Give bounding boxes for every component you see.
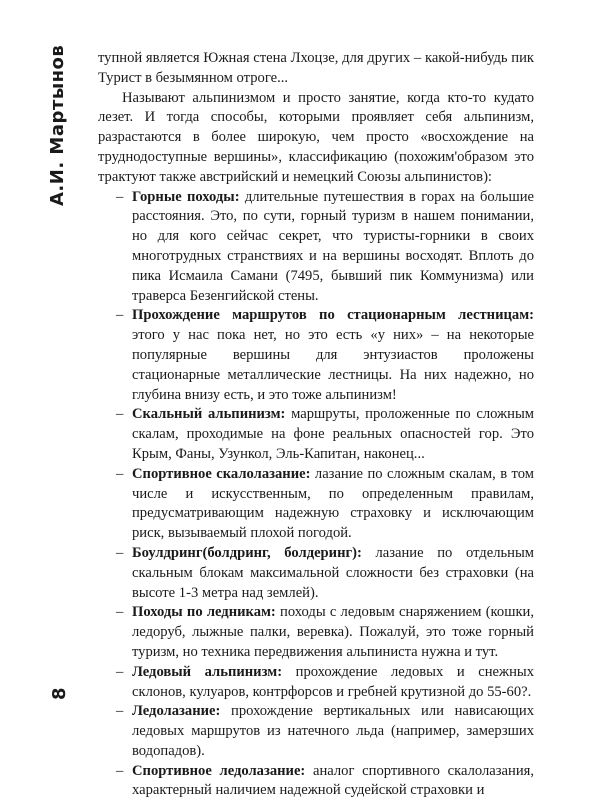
definition-item (98, 603, 534, 662)
definition-term: Ледовый альпинизм: (132, 663, 283, 680)
page-number: 8 (49, 687, 70, 700)
list-dash: – (116, 406, 124, 423)
definition-item (98, 465, 534, 544)
definition-description: лазание по отдельным скальным блокам максимальной сложности без страховки (на высоте 1-3 метра над землей). (132, 544, 534, 601)
definition-term: Скальный альпинизм: (132, 406, 286, 423)
definition-description: длительные путешествия в горах на большие расстояния. Это, по сути, горный туризм в нашем понимании, но для кого сейчас секрет, что туристы-горники в своих многотрудных странствиях и на вершины восходят. Вплоть до пика Исмаила Самани (7495, бывший пик Коммунизма) или траверса Безенгийской стены. (132, 188, 534, 304)
definition-item (98, 405, 534, 464)
definition-term: Горные походы: (132, 188, 240, 205)
running-head-author: А.И. Мартынов (47, 44, 68, 206)
intro-paragraph: Называют альпинизмом и просто занятие, когда кто-то кудато лезет. И тогда способы, которыми проявляет себя альпинизм, разрастаются в более широкую, чем просто «восхождение на труднодоступные вершины», классификацию (похожим'образом это трактуют также австрийский и немецкий Союзы альпинистов): (98, 89, 534, 185)
list-dash: – (116, 762, 124, 779)
definition-list (98, 188, 534, 801)
definition-item (98, 544, 534, 603)
definition-term: Ледолазание: (132, 703, 221, 720)
page-body (98, 49, 534, 801)
list-dash: – (116, 465, 124, 482)
definition-description: походы с ледовым снаряжением (кошки, ледоруб, лыжные палки, веревка). Пожалуй, это тоже горный туризм, но техника передвижения альпиниста нужна и тут. (132, 604, 534, 660)
definition-term: Походы по ледникам: (132, 604, 276, 621)
list-dash: – (116, 604, 124, 621)
list-dash: – (116, 188, 124, 205)
definition-term: Прохождение маршрутов по стационарным лестницам: (132, 307, 534, 324)
definition-term: Спортивное ледолазание: (132, 762, 306, 779)
definition-term: Спортивное скалолазание: (132, 465, 311, 482)
definition-item (98, 663, 534, 703)
definition-description: лазание по сложным скалам, в том числе и искусственным, по определенным правилам, предусматривающим надежную страховку и исключающим риск, вызываемый плохой погодой. (132, 465, 534, 542)
definition-description: маршруты, проложенные по сложным скалам, проходимые на фоне реальных опасностей гор. Это Крым, Фаны, Узункол, Эль-Капитан, наконец... (132, 406, 534, 462)
definition-description: прохождение вертикальных или нависающих ледовых маршрутов из натечного льда (например, замерзших водопадов). (132, 703, 534, 759)
definition-item (98, 306, 534, 405)
definition-item (98, 762, 534, 801)
list-dash: – (116, 663, 124, 680)
definition-item (98, 188, 534, 307)
definition-item (98, 702, 534, 761)
definition-term: Боулдринг(болдринг, болдеринг): (132, 544, 362, 561)
list-dash: – (116, 544, 124, 561)
opening-paragraph: тупной является Южная стена Лхоцзе, для других – какой-нибудь пик Турист в безымянном отроге... (98, 50, 534, 86)
definition-description: прохождение ледовых и снежных склонов, кулуаров, контрфорсов и гребней крутизной до 55-60?. (132, 663, 534, 700)
definition-description: этого у нас пока нет, но это есть «у них» – на некоторые популярные вершины для энтузиастов проложены стационарные металлические лестницы. На них надежно, но глубина внизу есть, и это тоже альпинизм! (132, 327, 534, 403)
definition-description: аналог спортивного скалолазания, характерный наличием надежной судейской страховки и (132, 762, 534, 799)
list-dash: – (116, 307, 124, 324)
list-dash: – (116, 703, 124, 720)
